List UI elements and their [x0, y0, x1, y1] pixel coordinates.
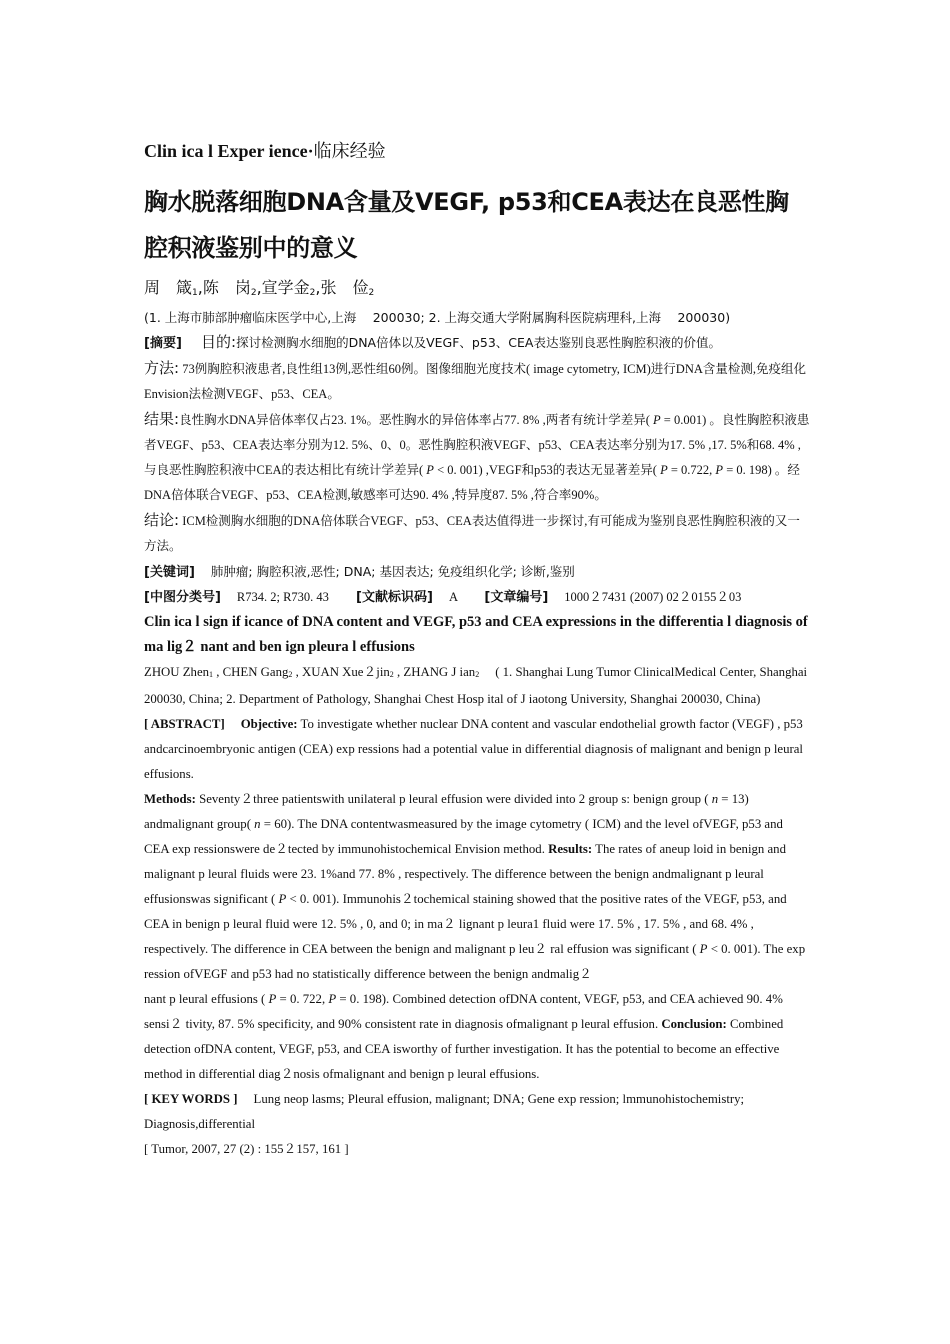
conclusion-en: Combined detection ofDNA content, VEGF, p53, and CEA isworthy of further investigation. It has the potential to become an effective method in differential diag２nosis ofmalignant and benign p leural effusions. — [144, 1017, 784, 1081]
results-cn-text: = 0.001) 。良性胸腔积液患者VEGF、p53、CEA表达率分别为12. 5%、0、0。恶性胸腔积液VEGF、p53、CEA表达率分别为17. 5% ,17. 5%和68. 4% ,与良恶性胸腔积液中CEA的表达相比有统计学差异( — [144, 413, 810, 477]
methods-cn-para — [144, 356, 810, 407]
author-en-4-sup: 2 — [475, 670, 480, 679]
objective-en: To investigate whether nuclear DNA content and vascular endothelial growth factor (VEGF) , p53 andcarcinoembryonic antigen (CEA) exp ressions had a potential value in differential diagnosis of malignant and benign p leural effusions. — [144, 717, 803, 781]
conclusion-en-head: Conclusion: — [661, 1017, 727, 1031]
results-conclusion-en — [144, 987, 810, 1087]
doc-label: [文献标识码] — [356, 590, 433, 605]
affiliation-cn: (1. 上海市肺部肿瘤临床医学中心,上海 200030; 2. 上海交通大学附属胸科医院病理科,上海 200030) — [144, 310, 731, 325]
methods-en-text: Seventy２three patientswith unilateral p leural effusion were divided into 2 group s: benign group ( — [195, 792, 712, 806]
author-4: ,张 俭 — [315, 278, 369, 297]
p-symbol: P — [328, 992, 337, 1006]
article-page — [144, 138, 810, 1162]
author-en-3: , XUAN Xue２jin — [292, 665, 390, 679]
results-en-text: = 0. 198). Combined detection ofDNA content, VEGF, p53, and CEA achieved 90. 4% sensi２ tivity, 87. 5% specificity, and 90% consistent rate in diagnosis ofmalignant p leural effusion. — [144, 992, 783, 1031]
author-1: 周 箴 — [144, 278, 193, 297]
abstract-cn — [144, 330, 810, 356]
authors-en — [144, 660, 810, 712]
abstract-en — [144, 712, 810, 787]
affiliation-en: ( 1. Shanghai Lung Tumor ClinicalMedical Center, Shanghai 200030, China; 2. Department of Pathology, Shanghai Chest Hosp ital of J iaotong University, Shanghai 200030, China) — [144, 665, 808, 706]
abstract-en-label: [ ABSTRACT] — [144, 717, 225, 731]
results-en-text: < 0. 001). The exp ression ofVEGF and p53 had no statistically difference between the benign andmalig２ — [144, 942, 806, 981]
english-title: Clin ica l sign if icance of DNA content and VEGF, p53 and CEA expressions in the differentia l diagnosis of ma lig２ nant and ben ign pleura l effusions — [144, 614, 808, 655]
methods-en-head: Methods: — [144, 792, 196, 806]
article-title — [144, 179, 810, 271]
authors-cn — [144, 275, 810, 306]
author-en-2-sup: 2 — [288, 670, 293, 679]
p-symbol: P — [278, 892, 287, 906]
citation: [ Tumor, 2007, 27 (2) : 155２157, 161 ] — [144, 1142, 349, 1156]
section-label — [144, 138, 810, 165]
results-cn-head: 结果: — [144, 410, 180, 428]
methods-en-text: = 60). The DNA contentwasmeasured by the image cytometry ( ICM) and the level ofVEGF, p53 and CEA exp ressionswere de２tected by immunohistochemical Envision method. — [144, 817, 783, 856]
keywords-en — [144, 1087, 810, 1137]
author-2-sup: 2 — [250, 288, 257, 298]
p-symbol: P — [268, 992, 277, 1006]
methods-en-text: = 13) andmalignant group( — [144, 792, 749, 831]
keywords-en-text: Lung neop lasms; Pleural effusion, malignant; DNA; Gene exp ression; lmmunohistochemistry; Diagnosis,differential — [144, 1092, 745, 1131]
keywords-cn-label: [关键词] — [144, 565, 195, 580]
results-en-text: = 0. 722, — [276, 992, 329, 1006]
section-label-en: Clin ica l Exper ience· — [144, 141, 314, 161]
methods-results-en — [144, 787, 810, 987]
clc-value: R734. 2; R730. 43 — [236, 590, 329, 604]
conclusion-cn-head: 结论: — [144, 511, 180, 529]
p-symbol: P — [653, 413, 661, 427]
author-2: ,陈 岗 — [197, 278, 251, 297]
keywords-cn-text: 肺肿瘤; 胸腔积液,恶性; DNA; 基因表达; 免疫组织化学; 诊断,鉴别 — [210, 564, 575, 579]
objective-cn-head: 目的: — [201, 333, 237, 351]
author-3: ,宣学金 — [256, 278, 310, 297]
author-en-1-sup: 1 — [209, 670, 214, 679]
art-value: 1000２7431 (2007) 02２0155２03 — [564, 590, 742, 604]
keywords-cn — [144, 559, 810, 585]
n-symbol: n — [254, 817, 261, 831]
methods-cn: 73例胸腔积液患者,良性组13例,恶性组60例。图像细胞光度技术( image cytometry, ICM)进行DNA含量检测,免疫组化Envision法检测VEGF、p53、CEA。 — [144, 362, 806, 401]
p-symbol: P — [699, 942, 708, 956]
conclusion-cn-para — [144, 508, 810, 559]
p-symbol: P — [715, 463, 724, 477]
results-en-text: nant p leural effusions ( — [144, 992, 269, 1006]
conclusion-cn: ICM检测胸水细胞的DNA倍体联合VEGF、p53、CEA表达值得进一步探讨,有可能成为鉴别良恶性胸腔积液的又一方法。 — [144, 514, 800, 553]
methods-cn-head: 方法: — [144, 359, 180, 377]
objective-en-head: Objective: — [240, 717, 298, 731]
title-line-1: 胸水脱落细胞DNA含量及VEGF, p53和CEA表达在良恶性胸 — [144, 188, 789, 216]
author-en-3-sup: 2 — [389, 670, 394, 679]
n-symbol: n — [711, 792, 719, 806]
author-3-sup: 2 — [309, 288, 316, 298]
results-cn-text: = 0. 198) 。经DNA倍体联合VEGF、p53、CEA检测,敏感率可达90. 4% ,特异度87. 5% ,符合率90%。 — [144, 463, 800, 502]
title-line-2: 腔积液鉴别中的意义 — [144, 234, 358, 262]
results-en-text: The rates of aneup loid in benign and malignant p leural fluids were 23. 1%and 77. 8% , respectively. The difference between the benign andmalignant p leural effusionswas significant ( — [144, 842, 786, 906]
author-4-sup: 2 — [368, 288, 375, 298]
results-cn-text: < 0. 001) ,VEGF和p53的表达无显著差异( — [433, 463, 661, 477]
section-label-cn: 临床经验 — [313, 141, 386, 162]
author-en-1: ZHOU Zhen — [144, 665, 210, 679]
results-cn-text: = 0.722, — [667, 463, 716, 477]
classification-line — [144, 585, 810, 610]
author-en-2: , CHEN Gang — [213, 665, 289, 679]
p-symbol: P — [660, 463, 668, 477]
p-symbol: P — [426, 463, 434, 477]
abstract-cn-label: [摘要] — [144, 336, 182, 351]
doc-value: A — [448, 590, 458, 604]
results-cn-para — [144, 407, 810, 508]
art-label: [文章编号] — [484, 590, 549, 605]
objective-cn: 探讨检测胸水细胞的DNA倍体以及VEGF、p53、CEA表达鉴别良恶性胸腔积液的价值。 — [236, 335, 721, 350]
results-en-text: < 0. 001). Immunohis２tochemical staining showed that the positive rates of the VEGF, p53, and CEA in benign p leural fluid were 12. 5% , 0, and 0; in ma２ lignant p leura1 fluid were 17. 5% , 17. 5% , and 68. 4% , respectively. The difference in CEA between the benign and malignant p leu２ ral effusion was significant ( — [144, 892, 787, 956]
author-en-4: , ZHANG J ian — [393, 665, 476, 679]
author-1-sup: 1 — [192, 288, 198, 298]
results-cn-text: 良性胸水DNA异倍体率仅占23. 1%。恶性胸水的异倍体率占77. 8% ,两者有统计学差异( — [179, 413, 654, 427]
keywords-en-label: [ KEY WORDS ] — [144, 1092, 238, 1106]
clc-label: [中图分类号] — [144, 590, 221, 605]
results-en-head: Results: — [548, 842, 593, 856]
